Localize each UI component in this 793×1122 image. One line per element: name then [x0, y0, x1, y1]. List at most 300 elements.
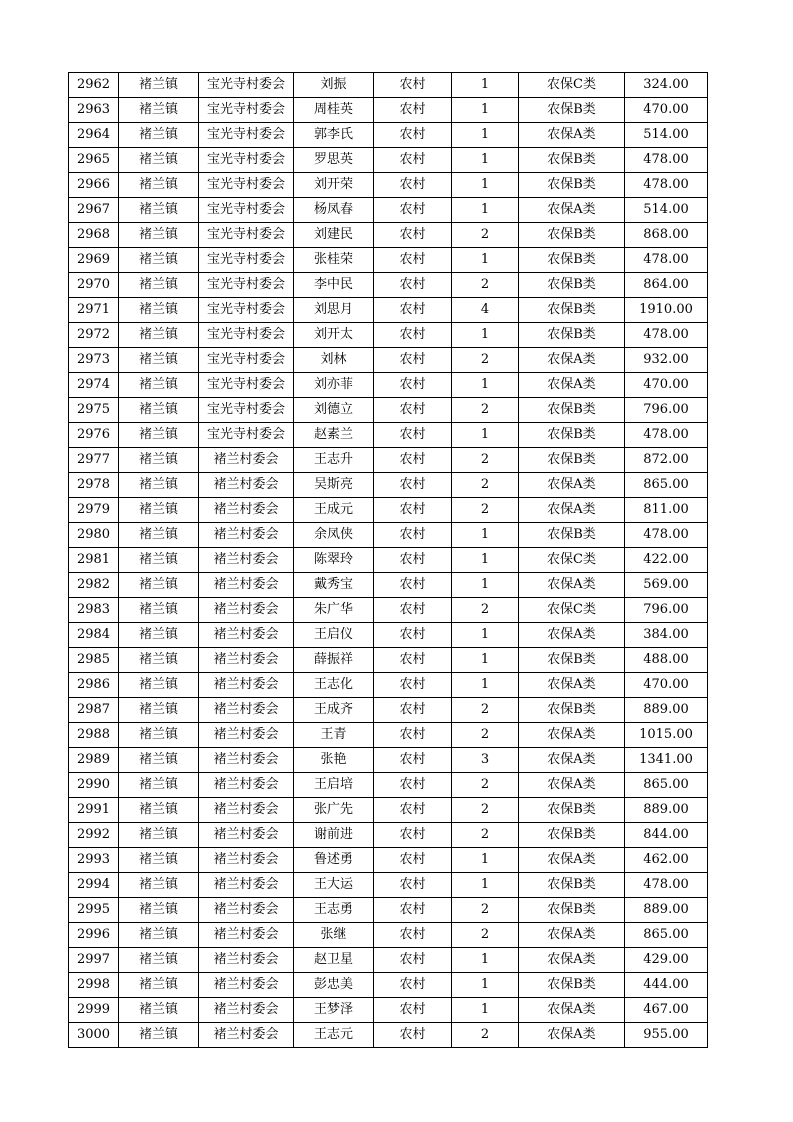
person-name-cell: 罗思英 [294, 148, 374, 173]
insurance-class-cell: 农保A类 [519, 498, 625, 523]
table-row [69, 223, 708, 248]
row-number-cell: 2981 [69, 548, 119, 573]
insurance-class-cell: 农保A类 [519, 373, 625, 398]
insurance-class-cell: 农保B类 [519, 973, 625, 998]
table-row [69, 598, 708, 623]
row-number-cell: 2963 [69, 98, 119, 123]
village-committee-cell: 宝光寺村委会 [199, 173, 294, 198]
person-name-cell: 刘德立 [294, 398, 374, 423]
insurance-class-cell: 农保B类 [519, 398, 625, 423]
amount-cell: 324.00 [625, 73, 708, 98]
insurance-class-cell: 农保B类 [519, 423, 625, 448]
row-number-cell: 2971 [69, 298, 119, 323]
village-committee-cell: 褚兰村委会 [199, 948, 294, 973]
person-name-cell: 王志元 [294, 1023, 374, 1048]
insurance-class-cell: 农保A类 [519, 198, 625, 223]
person-name-cell: 余凤侠 [294, 523, 374, 548]
village-committee-cell: 褚兰村委会 [199, 973, 294, 998]
person-name-cell: 刘振 [294, 73, 374, 98]
household-type-cell: 农村 [374, 723, 452, 748]
household-type-cell: 农村 [374, 998, 452, 1023]
person-name-cell: 王大运 [294, 873, 374, 898]
table-row [69, 998, 708, 1023]
town-cell: 褚兰镇 [119, 98, 199, 123]
amount-cell: 889.00 [625, 698, 708, 723]
town-cell: 褚兰镇 [119, 498, 199, 523]
household-count-cell: 1 [452, 873, 519, 898]
household-type-cell: 农村 [374, 273, 452, 298]
insurance-class-cell: 农保B类 [519, 648, 625, 673]
household-type-cell: 农村 [374, 973, 452, 998]
insurance-class-cell: 农保A类 [519, 473, 625, 498]
amount-cell: 889.00 [625, 798, 708, 823]
household-type-cell: 农村 [374, 698, 452, 723]
household-count-cell: 2 [452, 898, 519, 923]
row-number-cell: 3000 [69, 1023, 119, 1048]
amount-cell: 514.00 [625, 198, 708, 223]
household-type-cell: 农村 [374, 498, 452, 523]
amount-cell: 864.00 [625, 273, 708, 298]
household-type-cell: 农村 [374, 348, 452, 373]
town-cell: 褚兰镇 [119, 623, 199, 648]
household-type-cell: 农村 [374, 473, 452, 498]
village-committee-cell: 褚兰村委会 [199, 723, 294, 748]
household-count-cell: 3 [452, 748, 519, 773]
household-type-cell: 农村 [374, 398, 452, 423]
household-count-cell: 1 [452, 248, 519, 273]
row-number-cell: 2994 [69, 873, 119, 898]
row-number-cell: 2966 [69, 173, 119, 198]
benefit-roster-table [68, 72, 708, 1048]
person-name-cell: 戴秀宝 [294, 573, 374, 598]
table-row [69, 373, 708, 398]
household-type-cell: 农村 [374, 873, 452, 898]
row-number-cell: 2976 [69, 423, 119, 448]
household-type-cell: 农村 [374, 948, 452, 973]
household-count-cell: 1 [452, 548, 519, 573]
table-row [69, 723, 708, 748]
table-row [69, 898, 708, 923]
table-row [69, 298, 708, 323]
village-committee-cell: 褚兰村委会 [199, 473, 294, 498]
town-cell: 褚兰镇 [119, 423, 199, 448]
household-count-cell: 1 [452, 148, 519, 173]
row-number-cell: 2978 [69, 473, 119, 498]
insurance-class-cell: 农保B类 [519, 273, 625, 298]
town-cell: 褚兰镇 [119, 698, 199, 723]
insurance-class-cell: 农保B类 [519, 798, 625, 823]
insurance-class-cell: 农保B类 [519, 448, 625, 473]
row-number-cell: 2985 [69, 648, 119, 673]
row-number-cell: 2997 [69, 948, 119, 973]
table-row [69, 173, 708, 198]
household-count-cell: 2 [452, 473, 519, 498]
row-number-cell: 2962 [69, 73, 119, 98]
village-committee-cell: 褚兰村委会 [199, 648, 294, 673]
insurance-class-cell: 农保B类 [519, 898, 625, 923]
row-number-cell: 2969 [69, 248, 119, 273]
amount-cell: 955.00 [625, 1023, 708, 1048]
person-name-cell: 郭李氏 [294, 123, 374, 148]
table-row [69, 748, 708, 773]
household-count-cell: 2 [452, 773, 519, 798]
household-type-cell: 农村 [374, 748, 452, 773]
person-name-cell: 赵素兰 [294, 423, 374, 448]
row-number-cell: 2989 [69, 748, 119, 773]
village-committee-cell: 褚兰村委会 [199, 523, 294, 548]
insurance-class-cell: 农保C类 [519, 598, 625, 623]
town-cell: 褚兰镇 [119, 798, 199, 823]
household-count-cell: 2 [452, 223, 519, 248]
row-number-cell: 2967 [69, 198, 119, 223]
town-cell: 褚兰镇 [119, 1023, 199, 1048]
person-name-cell: 刘亦菲 [294, 373, 374, 398]
row-number-cell: 2974 [69, 373, 119, 398]
row-number-cell: 2990 [69, 773, 119, 798]
row-number-cell: 2992 [69, 823, 119, 848]
table-row [69, 923, 708, 948]
table-row [69, 773, 708, 798]
village-committee-cell: 褚兰村委会 [199, 498, 294, 523]
amount-cell: 478.00 [625, 173, 708, 198]
amount-cell: 796.00 [625, 398, 708, 423]
household-type-cell: 农村 [374, 523, 452, 548]
amount-cell: 889.00 [625, 898, 708, 923]
household-type-cell: 农村 [374, 123, 452, 148]
town-cell: 褚兰镇 [119, 373, 199, 398]
row-number-cell: 2968 [69, 223, 119, 248]
household-type-cell: 农村 [374, 898, 452, 923]
town-cell: 褚兰镇 [119, 248, 199, 273]
household-count-cell: 2 [452, 723, 519, 748]
town-cell: 褚兰镇 [119, 523, 199, 548]
person-name-cell: 吴斯亮 [294, 473, 374, 498]
amount-cell: 462.00 [625, 848, 708, 873]
table-row [69, 648, 708, 673]
row-number-cell: 2983 [69, 598, 119, 623]
person-name-cell: 王梦泽 [294, 998, 374, 1023]
row-number-cell: 2965 [69, 148, 119, 173]
household-count-cell: 2 [452, 923, 519, 948]
amount-cell: 384.00 [625, 623, 708, 648]
table-row [69, 798, 708, 823]
insurance-class-cell: 农保A类 [519, 748, 625, 773]
table-row [69, 273, 708, 298]
row-number-cell: 2984 [69, 623, 119, 648]
insurance-class-cell: 农保C类 [519, 548, 625, 573]
town-cell: 褚兰镇 [119, 473, 199, 498]
insurance-class-cell: 农保B类 [519, 323, 625, 348]
insurance-class-cell: 农保B类 [519, 173, 625, 198]
table-row [69, 623, 708, 648]
row-number-cell: 2970 [69, 273, 119, 298]
person-name-cell: 刘林 [294, 348, 374, 373]
village-committee-cell: 褚兰村委会 [199, 823, 294, 848]
row-number-cell: 2979 [69, 498, 119, 523]
insurance-class-cell: 农保B类 [519, 823, 625, 848]
household-type-cell: 农村 [374, 323, 452, 348]
amount-cell: 872.00 [625, 448, 708, 473]
amount-cell: 478.00 [625, 248, 708, 273]
person-name-cell: 周桂英 [294, 98, 374, 123]
household-type-cell: 农村 [374, 298, 452, 323]
amount-cell: 811.00 [625, 498, 708, 523]
amount-cell: 865.00 [625, 923, 708, 948]
village-committee-cell: 宝光寺村委会 [199, 398, 294, 423]
person-name-cell: 张艳 [294, 748, 374, 773]
amount-cell: 1341.00 [625, 748, 708, 773]
village-committee-cell: 褚兰村委会 [199, 598, 294, 623]
household-count-cell: 1 [452, 973, 519, 998]
village-committee-cell: 宝光寺村委会 [199, 373, 294, 398]
person-name-cell: 鲁述勇 [294, 848, 374, 873]
household-type-cell: 农村 [374, 773, 452, 798]
village-committee-cell: 宝光寺村委会 [199, 198, 294, 223]
table-row [69, 573, 708, 598]
village-committee-cell: 宝光寺村委会 [199, 248, 294, 273]
village-committee-cell: 褚兰村委会 [199, 673, 294, 698]
amount-cell: 444.00 [625, 973, 708, 998]
town-cell: 褚兰镇 [119, 748, 199, 773]
household-type-cell: 农村 [374, 598, 452, 623]
row-number-cell: 2973 [69, 348, 119, 373]
person-name-cell: 刘思月 [294, 298, 374, 323]
table-row [69, 423, 708, 448]
insurance-class-cell: 农保A类 [519, 573, 625, 598]
household-type-cell: 农村 [374, 923, 452, 948]
insurance-class-cell: 农保A类 [519, 998, 625, 1023]
insurance-class-cell: 农保B类 [519, 698, 625, 723]
table-row [69, 973, 708, 998]
household-count-cell: 1 [452, 523, 519, 548]
table-row [69, 498, 708, 523]
household-count-cell: 4 [452, 298, 519, 323]
village-committee-cell: 宝光寺村委会 [199, 323, 294, 348]
amount-cell: 844.00 [625, 823, 708, 848]
person-name-cell: 朱广华 [294, 598, 374, 623]
village-committee-cell: 褚兰村委会 [199, 898, 294, 923]
household-type-cell: 农村 [374, 448, 452, 473]
household-count-cell: 1 [452, 173, 519, 198]
household-count-cell: 1 [452, 98, 519, 123]
table-body [69, 73, 708, 1048]
household-count-cell: 1 [452, 648, 519, 673]
village-committee-cell: 褚兰村委会 [199, 998, 294, 1023]
household-type-cell: 农村 [374, 373, 452, 398]
amount-cell: 1910.00 [625, 298, 708, 323]
village-committee-cell: 褚兰村委会 [199, 573, 294, 598]
table-row [69, 448, 708, 473]
table-row [69, 73, 708, 98]
person-name-cell: 张广先 [294, 798, 374, 823]
town-cell: 褚兰镇 [119, 573, 199, 598]
person-name-cell: 王志化 [294, 673, 374, 698]
village-committee-cell: 宝光寺村委会 [199, 73, 294, 98]
amount-cell: 865.00 [625, 773, 708, 798]
person-name-cell: 王启仪 [294, 623, 374, 648]
row-number-cell: 2995 [69, 898, 119, 923]
town-cell: 褚兰镇 [119, 348, 199, 373]
table-row [69, 198, 708, 223]
insurance-class-cell: 农保B类 [519, 298, 625, 323]
household-count-cell: 1 [452, 323, 519, 348]
insurance-class-cell: 农保A类 [519, 923, 625, 948]
insurance-class-cell: 农保A类 [519, 348, 625, 373]
town-cell: 褚兰镇 [119, 923, 199, 948]
household-type-cell: 农村 [374, 573, 452, 598]
household-count-cell: 1 [452, 373, 519, 398]
household-count-cell: 1 [452, 673, 519, 698]
table-row [69, 398, 708, 423]
insurance-class-cell: 农保A类 [519, 1023, 625, 1048]
insurance-class-cell: 农保B类 [519, 248, 625, 273]
person-name-cell: 王成元 [294, 498, 374, 523]
household-count-cell: 1 [452, 423, 519, 448]
table-row [69, 673, 708, 698]
village-committee-cell: 褚兰村委会 [199, 1023, 294, 1048]
amount-cell: 1015.00 [625, 723, 708, 748]
town-cell: 褚兰镇 [119, 773, 199, 798]
town-cell: 褚兰镇 [119, 598, 199, 623]
row-number-cell: 2991 [69, 798, 119, 823]
household-count-cell: 1 [452, 573, 519, 598]
insurance-class-cell: 农保A类 [519, 848, 625, 873]
household-type-cell: 农村 [374, 648, 452, 673]
household-count-cell: 2 [452, 498, 519, 523]
row-number-cell: 2988 [69, 723, 119, 748]
amount-cell: 868.00 [625, 223, 708, 248]
person-name-cell: 王志勇 [294, 898, 374, 923]
person-name-cell: 陈翠玲 [294, 548, 374, 573]
insurance-class-cell: 农保A类 [519, 948, 625, 973]
village-committee-cell: 宝光寺村委会 [199, 148, 294, 173]
insurance-class-cell: 农保B类 [519, 98, 625, 123]
table-row [69, 848, 708, 873]
amount-cell: 796.00 [625, 598, 708, 623]
insurance-class-cell: 农保C类 [519, 73, 625, 98]
village-committee-cell: 宝光寺村委会 [199, 123, 294, 148]
household-count-cell: 2 [452, 698, 519, 723]
table-row [69, 123, 708, 148]
person-name-cell: 李中民 [294, 273, 374, 298]
row-number-cell: 2999 [69, 998, 119, 1023]
table-row [69, 698, 708, 723]
household-count-cell: 2 [452, 823, 519, 848]
row-number-cell: 2987 [69, 698, 119, 723]
household-type-cell: 农村 [374, 98, 452, 123]
household-type-cell: 农村 [374, 173, 452, 198]
household-count-cell: 2 [452, 273, 519, 298]
household-count-cell: 2 [452, 1023, 519, 1048]
town-cell: 褚兰镇 [119, 223, 199, 248]
household-type-cell: 农村 [374, 1023, 452, 1048]
amount-cell: 478.00 [625, 323, 708, 348]
insurance-class-cell: 农保B类 [519, 873, 625, 898]
amount-cell: 478.00 [625, 148, 708, 173]
insurance-class-cell: 农保A类 [519, 623, 625, 648]
person-name-cell: 彭忠美 [294, 973, 374, 998]
row-number-cell: 2982 [69, 573, 119, 598]
town-cell: 褚兰镇 [119, 723, 199, 748]
household-count-cell: 2 [452, 348, 519, 373]
village-committee-cell: 褚兰村委会 [199, 798, 294, 823]
row-number-cell: 2964 [69, 123, 119, 148]
table-row [69, 248, 708, 273]
town-cell: 褚兰镇 [119, 448, 199, 473]
table-row [69, 873, 708, 898]
town-cell: 褚兰镇 [119, 673, 199, 698]
village-committee-cell: 褚兰村委会 [199, 873, 294, 898]
household-type-cell: 农村 [374, 248, 452, 273]
town-cell: 褚兰镇 [119, 73, 199, 98]
amount-cell: 488.00 [625, 648, 708, 673]
table-row [69, 98, 708, 123]
person-name-cell: 杨凤春 [294, 198, 374, 223]
amount-cell: 514.00 [625, 123, 708, 148]
row-number-cell: 2977 [69, 448, 119, 473]
household-count-cell: 1 [452, 123, 519, 148]
table-row [69, 523, 708, 548]
insurance-class-cell: 农保B类 [519, 148, 625, 173]
household-count-cell: 2 [452, 598, 519, 623]
town-cell: 褚兰镇 [119, 198, 199, 223]
household-type-cell: 农村 [374, 423, 452, 448]
person-name-cell: 王青 [294, 723, 374, 748]
table-row [69, 1023, 708, 1048]
amount-cell: 478.00 [625, 523, 708, 548]
insurance-class-cell: 农保B类 [519, 523, 625, 548]
insurance-class-cell: 农保B类 [519, 223, 625, 248]
town-cell: 褚兰镇 [119, 323, 199, 348]
village-committee-cell: 褚兰村委会 [199, 773, 294, 798]
amount-cell: 470.00 [625, 98, 708, 123]
household-type-cell: 农村 [374, 223, 452, 248]
household-type-cell: 农村 [374, 823, 452, 848]
row-number-cell: 2975 [69, 398, 119, 423]
person-name-cell: 张继 [294, 923, 374, 948]
town-cell: 褚兰镇 [119, 998, 199, 1023]
household-type-cell: 农村 [374, 148, 452, 173]
household-type-cell: 农村 [374, 848, 452, 873]
household-type-cell: 农村 [374, 73, 452, 98]
town-cell: 褚兰镇 [119, 948, 199, 973]
person-name-cell: 刘建民 [294, 223, 374, 248]
row-number-cell: 2980 [69, 523, 119, 548]
insurance-class-cell: 农保A类 [519, 723, 625, 748]
amount-cell: 470.00 [625, 673, 708, 698]
village-committee-cell: 褚兰村委会 [199, 623, 294, 648]
insurance-class-cell: 农保A类 [519, 673, 625, 698]
household-count-cell: 2 [452, 798, 519, 823]
village-committee-cell: 褚兰村委会 [199, 748, 294, 773]
person-name-cell: 赵卫星 [294, 948, 374, 973]
amount-cell: 569.00 [625, 573, 708, 598]
amount-cell: 932.00 [625, 348, 708, 373]
table-row [69, 348, 708, 373]
table-row [69, 823, 708, 848]
amount-cell: 478.00 [625, 873, 708, 898]
town-cell: 褚兰镇 [119, 873, 199, 898]
household-count-cell: 1 [452, 73, 519, 98]
village-committee-cell: 褚兰村委会 [199, 448, 294, 473]
table-row [69, 948, 708, 973]
village-committee-cell: 宝光寺村委会 [199, 273, 294, 298]
table-row [69, 473, 708, 498]
village-committee-cell: 宝光寺村委会 [199, 98, 294, 123]
amount-cell: 467.00 [625, 998, 708, 1023]
town-cell: 褚兰镇 [119, 973, 199, 998]
household-count-cell: 2 [452, 398, 519, 423]
